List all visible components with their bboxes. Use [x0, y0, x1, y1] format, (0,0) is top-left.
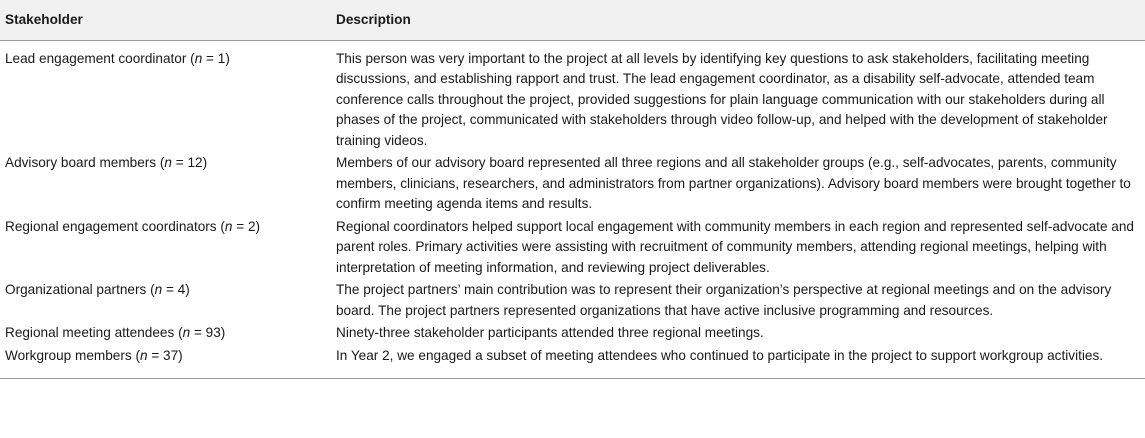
table-row [0, 40, 1145, 153]
description-cell: Regional coordinators helped support local engagement with community members in each region and represented self-advocate and parent roles. Primary activities were assisting with recruitment of community members, attending regional meetings, helping with interpretation of meeting information, and reviewing project deliverables. [336, 218, 1134, 275]
n-value: = 4) [162, 282, 190, 297]
table-row [0, 323, 1145, 346]
n-value: = 2) [232, 218, 261, 234]
header-row [0, 0, 1145, 40]
stakeholder-cell: Lead engagement coordinator (n = 1) [5, 50, 230, 66]
header-description: Description [331, 0, 1145, 40]
n-label: n [164, 155, 172, 170]
description-cell: This person was very important to the project at all levels by identifying key questions to ask stakeholders, facilitating meeting discussions, and establishing rapport and trust. The lead engagement coordinator, as a disability self-advocate, attended team conference calls throughout the project, provided suggestions for plain language communication with our stakeholders during all phases of the project, communicated with stakeholders through video follow-up, and helped with the development of stakeholder training videos. [336, 50, 1108, 148]
table-body [0, 40, 1145, 379]
stakeholder-cell: Regional engagement coordinators (n = 2) [5, 218, 261, 234]
header-stakeholder: Stakeholder [0, 0, 331, 40]
n-value: = 1) [202, 50, 230, 66]
stakeholder-name: Advisory board members [5, 155, 157, 170]
description-cell: The project partners’ main contribution was to represent their organization’s perspective at regional meetings and on the advisory board. The project partners represented organizations that have active inclusive programming and resources. [336, 282, 1112, 318]
stakeholder-name: Lead engagement coordinator [5, 50, 187, 66]
table-row [0, 280, 1145, 323]
stakeholder-name: Regional meeting attendees [5, 325, 175, 340]
stakeholder-cell: Regional meeting attendees (n = 93) [5, 325, 226, 340]
stakeholder-name: Regional engagement coordinators [5, 218, 217, 234]
stakeholder-cell: Organizational partners (n = 4) [5, 282, 190, 297]
n-label: n [139, 347, 148, 363]
stakeholder-cell: Advisory board members (n = 12) [5, 155, 208, 170]
n-label: n [224, 218, 233, 234]
n-label: n [182, 325, 191, 340]
n-value: = 37) [147, 347, 183, 363]
description-cell: Members of our advisory board represented all three regions and all stakeholder groups (e.g., self-advocates, parents, community members, clinicians, researchers, and administrators from partner organizations). Advisory board members were brought together to confirm meeting agenda items and results. [336, 155, 1131, 211]
table-row [0, 153, 1145, 217]
n-value: = 12) [171, 155, 208, 170]
n-value: = 93) [190, 325, 226, 340]
table-row [0, 217, 1145, 281]
stakeholder-name: Organizational partners [5, 282, 147, 297]
n-label: n [194, 50, 203, 66]
stakeholder-cell: Workgroup members (n = 37) [0, 346, 331, 379]
table-row [0, 346, 1145, 379]
stakeholder-name: Workgroup members [5, 347, 132, 363]
description-cell: Ninety-three stakeholder participants attended three regional meetings. [336, 325, 764, 340]
table-header [0, 0, 1145, 40]
description-cell: In Year 2, we engaged a subset of meeting attendees who continued to participate in the project to support workgroup activities. [331, 346, 1145, 379]
n-label: n [154, 282, 163, 297]
